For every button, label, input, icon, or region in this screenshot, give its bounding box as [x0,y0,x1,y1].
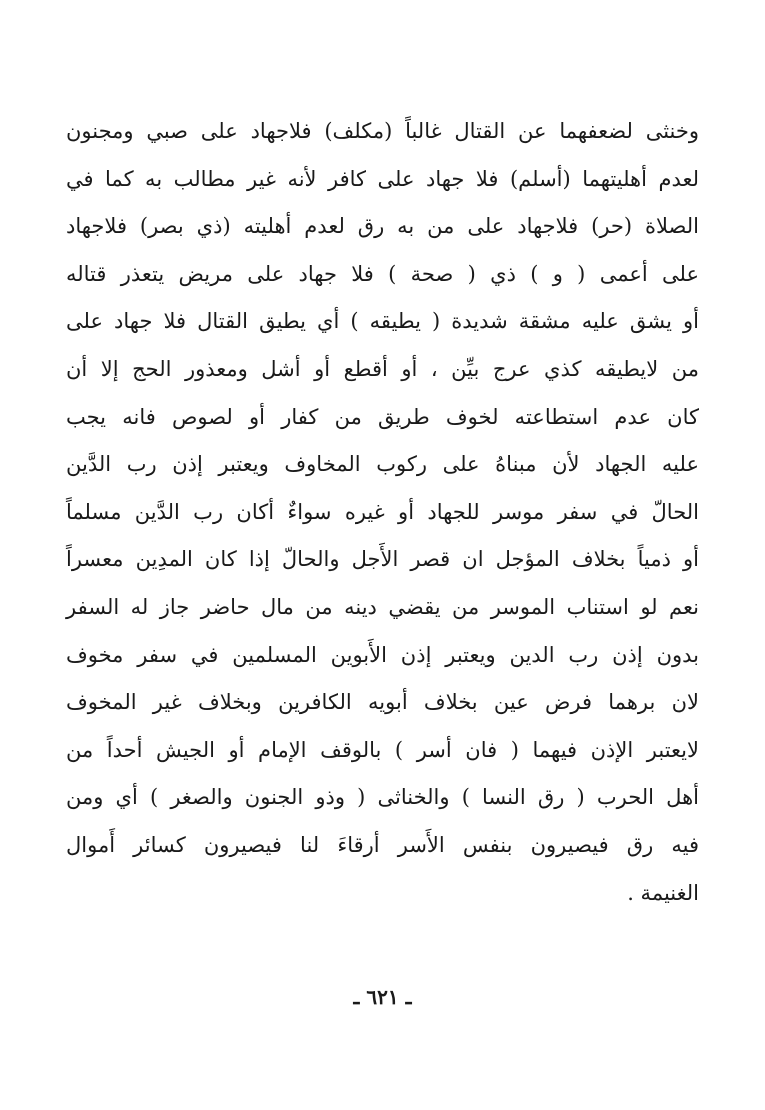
text-line: بدون إذن رب الدين ويعتبر إذن الأَبوين المسلمين في سفر مخوف [66,642,699,667]
text-line: عليه الجهاد لأن مبناهُ على ركوب المخاوف ويعتبر إذن رب الدَّين [66,452,699,477]
text-line: لعدم أهليتهما (أسلم) فلا جهاد على كافر لأنه غير مطالب به كما في [66,166,699,191]
text-line: نعم لو استناب الموسر من يقضي دينه من مال حاضر جاز له السفر [66,594,699,619]
text-line: الصلاة (حر) فلاجهاد على من به رق لعدم أهليته (ذي بصر) فلاجهاد [66,214,699,239]
text-line: كان عدم استطاعته لخوف طريق من كفار أو لصوص فانه يجب [66,404,699,429]
text-line: الغنيمة . [627,880,699,905]
text-line: لايعتبر الإذن فيهما ( فان أسر ) بالوقف الإمام أو الجيش أحداً من [66,737,699,762]
text-line: على أعمى ( و ) ذي ( صحة ) فلا جهاد على مريض يتعذر قتاله [66,261,699,286]
text-line: أو يشق عليه مشقة شديدة ( يطيقه ) أي يطيق القتال فلا جهاد على [66,309,699,334]
text-line: لان برهما فرض عين بخلاف أبويه الكافرين وبخلاف غير المخوف [66,690,699,715]
text-line: من لايطيقه كذي عرج بيِّن ، أو أقطع أو أشل ومعذور الحج إلا أن [66,356,699,381]
text-line: فيه رق فيصيرون بنفس الأَسر أرقاءَ لنا فيصيرون كسائر أَموال [66,832,699,857]
text-line: أو ذمياً بخلاف المؤجل ان قصر الأَجل والحالّ إذا كان المدِين معسراً [66,547,699,572]
text-line: وخنثى لضعفهما عن القتال غالباً (مكلف) فلاجهاد على صبي ومجنون [66,119,699,143]
page-number: ـ ٦٢١ ـ [353,985,412,1009]
text-line: الحالّ في سفر موسر للجهاد أو غيره سواءٌ أكان رب الدَّين مسلماً [66,499,699,524]
text-line: أهل الحرب ( رق النسا ) والخناثى ( وذو الجنون والصغر ) أي ومن [66,785,699,810]
body-text [66,108,699,917]
